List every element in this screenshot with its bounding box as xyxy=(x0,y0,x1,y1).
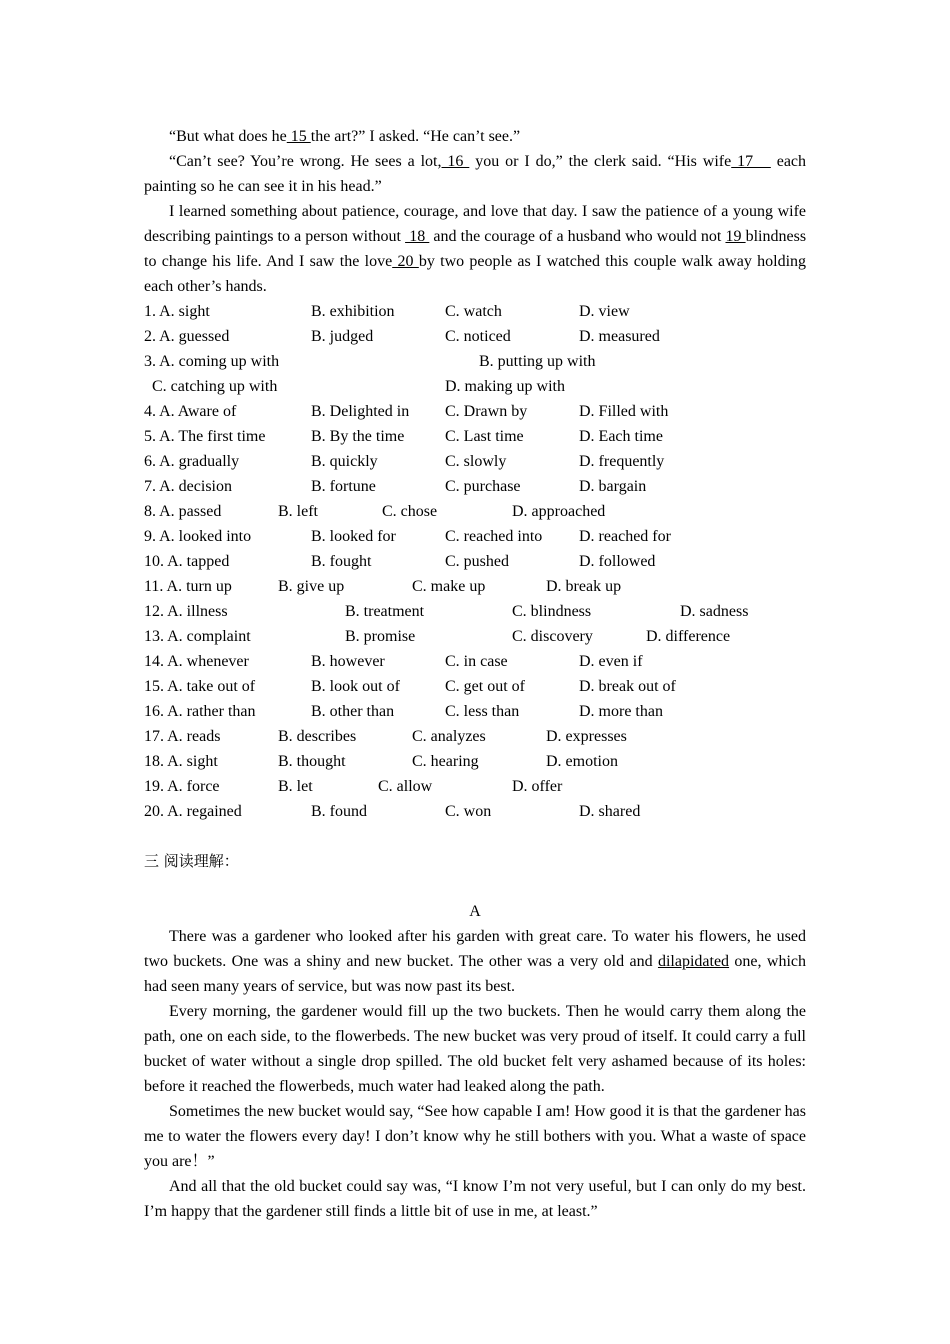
question-row: 13. A. complaint B. promise C. discovery D. difference xyxy=(144,628,731,645)
section-title: 三 阅读理解： xyxy=(144,852,239,870)
question-row: C. catching up with D. making up with xyxy=(152,378,565,395)
question-row: 4. A. Aware of B. Delighted in C. Drawn by D. Filled with xyxy=(144,403,669,420)
question-row: 3. A. coming up with B. putting up with xyxy=(144,353,596,370)
blank-19: 19 xyxy=(725,228,746,245)
blank-16: 16 xyxy=(441,153,470,170)
blank-15: 15 xyxy=(286,128,311,145)
question-row: 20. A. regained B. found C. won D. shared xyxy=(144,803,641,820)
question-row: 5. A. The first time B. By the time C. Last time D. Each time xyxy=(144,428,663,445)
question-row: 19. A. force B. let C. allow D. offer xyxy=(144,778,563,795)
underlined-word: dilapidated xyxy=(657,953,730,970)
passage-letter: A xyxy=(469,903,481,920)
reading-paragraph-4: And all that the old bucket could say was, “I know I’m not very useful, but I can only do my best. I’m happy that the gardener still finds a little bit of use in me, at least.” xyxy=(144,1178,806,1220)
blank-17: 17 xyxy=(731,153,771,170)
question-row: 16. A. rather than B. other than C. less than D. more than xyxy=(144,703,663,720)
question-row: 18. A. sight B. thought C. hearing D. emotion xyxy=(144,753,618,770)
question-row: 6. A. gradually B. quickly C. slowly D. frequently xyxy=(144,453,665,470)
question-row: 10. A. tapped B. fought C. pushed D. followed xyxy=(144,553,656,570)
question-row: 11. A. turn up B. give up C. make up D. break up xyxy=(144,578,622,595)
passage-paragraph-1: “But what does he 15 the art?” I asked. “He can’t see.” xyxy=(169,128,521,145)
reading-paragraph-2: Every morning, the gardener would fill up the two buckets. Then he would carry them along the path, one on each side, to the flowerbeds. The new bucket was very proud of itself. It could carry a full bucket of water without a single drop spilled. The old bucket felt very ashamed because of its holes: before it reached the flowerbeds, much water had leaked along the path. xyxy=(144,1003,806,1095)
passage-paragraph-3: I learned something about patience, courage, and love that day. I saw the patience of a young wife describing paintings to a person without 18 and the courage of a husband who would not 19 blindness to change his life. And I saw the love 20 by two people as I watched this couple walk away holding each other’s hands. xyxy=(144,203,807,295)
question-row: 2. A. guessed B. judged C. noticed D. measured xyxy=(144,328,660,345)
blank-20: 20 xyxy=(392,253,419,270)
passage-paragraph-2: “Can’t see? You’re wrong. He sees a lot, 16 you or I do,” the clerk said. “His wife 17 each painting so he can see it in his head.” xyxy=(144,153,807,195)
question-row: 8. A. passed B. left C. chose D. approached xyxy=(144,503,606,520)
reading-paragraph-1: There was a gardener who looked after his garden with great care. To water his flowers, he used two buckets. One was a shiny and new bucket. The other was a very old and dilapidated one, which had seen many years of service, but was now past its best. xyxy=(144,928,807,995)
question-row: 1. A. sight B. exhibition C. watch D. view xyxy=(144,303,630,320)
question-list xyxy=(144,299,806,824)
document-page xyxy=(144,124,806,1224)
question-row: 12. A. illness B. treatment C. blindness D. sadness xyxy=(144,603,749,620)
question-row: 7. A. decision B. fortune C. purchase D. bargain xyxy=(144,478,647,495)
blank-18: 18 xyxy=(405,228,430,245)
question-row: 9. A. looked into B. looked for C. reached into D. reached for xyxy=(144,528,671,545)
question-row: 14. A. whenever B. however C. in case D. even if xyxy=(144,653,643,670)
reading-paragraph-3: Sometimes the new bucket would say, “See how capable I am! How good it is that the gardener has me to water the flowers every day! I don’t know why he still bothers with you. What a waste of space you are！” xyxy=(144,1103,806,1170)
question-row: 17. A. reads B. describes C. analyzes D. expresses xyxy=(144,728,627,745)
question-row: 15. A. take out of B. look out of C. get out of D. break out of xyxy=(144,678,676,695)
